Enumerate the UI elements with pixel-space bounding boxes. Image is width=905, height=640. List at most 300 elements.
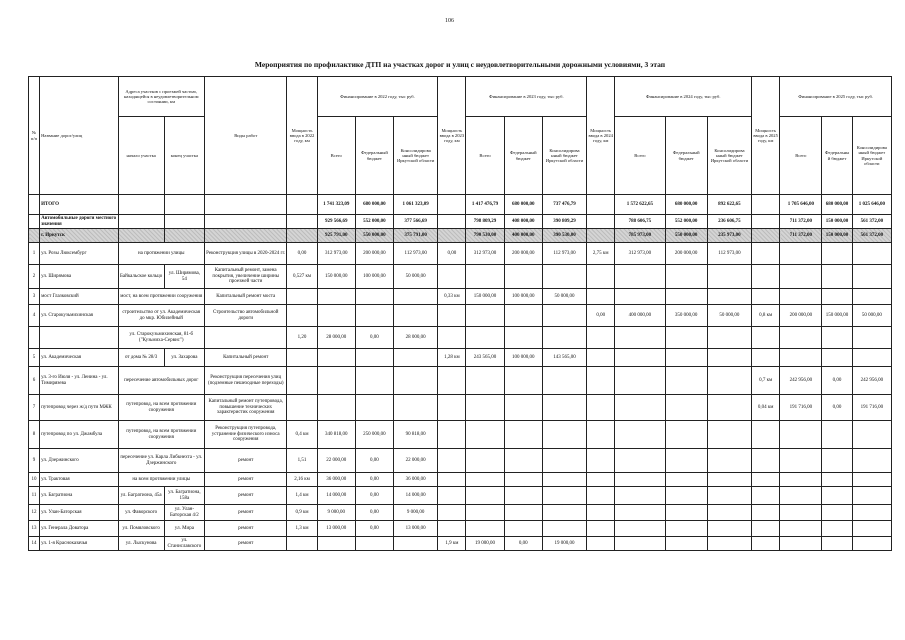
cell-federal	[665, 421, 707, 449]
cell-road-name: ул. Ширямова	[40, 265, 118, 289]
cell-consolidated	[707, 537, 751, 551]
cell-consolidated	[707, 473, 751, 487]
cell-total	[466, 395, 504, 421]
cell-num: 3	[29, 289, 40, 305]
cell-total	[780, 521, 822, 537]
cell-capacity	[438, 521, 466, 537]
cell-capacity	[587, 537, 615, 551]
cell-federal	[504, 395, 542, 421]
cell-total: 340 818,00	[317, 421, 355, 449]
cell-amount: 150 000,00	[822, 229, 852, 243]
cell-capacity	[438, 487, 466, 505]
cell-federal	[822, 449, 852, 473]
table-row	[29, 265, 892, 289]
cell-capacity	[287, 395, 317, 421]
cell-capacity: 0,00	[438, 243, 466, 265]
cell-consolidated	[542, 327, 586, 349]
cell-consolidated: 112 973,00	[542, 243, 586, 265]
cell-end: ул. Ширямова, 54	[164, 265, 204, 289]
cell-end: ул. Багратиона, 158а	[164, 487, 204, 505]
table-row	[29, 367, 892, 395]
cell-consolidated	[852, 289, 891, 305]
cell-road-name: ул. Трактовая	[40, 473, 118, 487]
cell-total	[780, 487, 822, 505]
cell-amount: 377 566,69	[394, 215, 438, 229]
cell-consolidated	[542, 367, 586, 395]
cell-federal	[665, 537, 707, 551]
cell-end: ул. Улан-Баторская 4/2	[164, 505, 204, 521]
header-consolidated: Консолидирова нный бюджет Иркутской области	[707, 117, 751, 195]
cell-consolidated: 22 000,00	[394, 449, 438, 473]
cell-capacity	[752, 265, 780, 289]
cell-federal	[822, 327, 852, 349]
cell-federal	[355, 367, 393, 395]
cell-road-name: мост Глазковский	[40, 289, 118, 305]
cell-federal: 200 000,00	[504, 243, 542, 265]
cell-amount: 790 530,00	[466, 229, 504, 243]
cell-start: путепровод, на всем протяжении сооружения	[118, 395, 204, 421]
cell-end: ул. Станиславского	[164, 537, 204, 551]
cell-road-name: ул. Розы Люксембург	[40, 243, 118, 265]
header-fin-2022: Финансирование в 2022 году, тыс руб.	[317, 77, 438, 117]
summary-row	[29, 195, 892, 215]
cell-capacity	[587, 327, 615, 349]
cell-federal	[665, 265, 707, 289]
cell-num: 12	[29, 505, 40, 521]
cell-total	[466, 487, 504, 505]
cell-consolidated	[852, 537, 891, 551]
cell-federal	[355, 395, 393, 421]
cell-consolidated	[542, 449, 586, 473]
cell-consolidated	[394, 367, 438, 395]
cell-total	[466, 305, 504, 327]
cell-capacity	[587, 473, 615, 487]
cell-consolidated: 50 000,00	[542, 289, 586, 305]
cell-total	[780, 243, 822, 265]
cell-total	[780, 449, 822, 473]
cell-capacity	[587, 349, 615, 367]
cell-consolidated: 14 000,00	[394, 487, 438, 505]
cell-amount: 550 000,00	[355, 229, 393, 243]
cell-total	[466, 327, 504, 349]
cell-federal	[822, 265, 852, 289]
cell-road-name: ул. Багратиона	[40, 487, 118, 505]
cell-capacity	[438, 215, 466, 229]
cell-total: 243 565,00	[466, 349, 504, 367]
cell-capacity: 1,51	[287, 449, 317, 473]
cell-federal	[504, 265, 542, 289]
cell-federal: 0,00	[355, 327, 393, 349]
cell-total: 400 000,00	[615, 305, 665, 327]
cell-capacity	[287, 305, 317, 327]
header-num: № п/п	[29, 77, 40, 195]
cell-road-name: г. Иркутск	[40, 229, 118, 243]
cell-road-name: ул. Дзержинского	[40, 449, 118, 473]
cell-amount: 150 000,00	[822, 215, 852, 229]
cell-amount: 1 741 323,09	[317, 195, 355, 215]
cell-total	[615, 449, 665, 473]
table-row	[29, 243, 892, 265]
cell-total	[780, 349, 822, 367]
cell-capacity	[287, 229, 317, 243]
cell-capacity	[438, 421, 466, 449]
cell-federal: 0,00	[504, 537, 542, 551]
header-capacity-2023: Мощность ввода в 2023 году, км	[438, 77, 466, 195]
cell-consolidated: 191 716,00	[852, 395, 891, 421]
cell-consolidated: 36 000,00	[394, 473, 438, 487]
cell-consolidated: 112 973,00	[707, 243, 751, 265]
cell-capacity	[587, 289, 615, 305]
cell-federal: 100 000,00	[504, 349, 542, 367]
cell-capacity	[752, 473, 780, 487]
cell-total	[317, 289, 355, 305]
cell-num: 1	[29, 243, 40, 265]
cell-amount: 236 606,75	[707, 215, 751, 229]
cell-start: пересечение ул. Карла Либкнехта - ул. Дзержинского	[118, 449, 204, 473]
cell-capacity	[438, 449, 466, 473]
cell-amount: 711 372,00	[780, 229, 822, 243]
cell-consolidated	[852, 505, 891, 521]
cell-consolidated: 9 000,00	[394, 505, 438, 521]
cell-total	[615, 289, 665, 305]
cell-total	[780, 289, 822, 305]
cell-end: ул. Захарова	[164, 349, 204, 367]
cell-consolidated: 13 000,00	[394, 521, 438, 537]
cell-start	[118, 215, 164, 229]
cell-federal	[504, 367, 542, 395]
cell-federal: 250 000,00	[355, 421, 393, 449]
cell-amount: 1 417 476,79	[466, 195, 504, 215]
cell-capacity	[438, 265, 466, 289]
cell-capacity	[752, 229, 780, 243]
cell-consolidated	[707, 367, 751, 395]
cell-capacity	[287, 289, 317, 305]
table-row	[29, 289, 892, 305]
cell-num: 13	[29, 521, 40, 537]
cell-amount: 235 973,00	[707, 229, 751, 243]
cell-consolidated	[542, 521, 586, 537]
cell-start: на протяжении улицы	[118, 243, 204, 265]
cell-federal: 0,00	[355, 521, 393, 537]
header-work-type: Виды работ	[204, 77, 286, 195]
header-federal: Федеральны й бюджет	[822, 117, 852, 195]
cell-work	[204, 215, 286, 229]
cell-num: 4	[29, 305, 40, 327]
cell-capacity	[287, 349, 317, 367]
cell-end: ул. Мира	[164, 521, 204, 537]
cell-amount: 929 566,69	[317, 215, 355, 229]
cell-start: строительство от ул. Академическая до мкр. Юбилейный	[118, 305, 204, 327]
cell-capacity	[752, 215, 780, 229]
cell-start: ул. Помяловского	[118, 521, 164, 537]
cell-federal	[665, 473, 707, 487]
cell-road-name: путепровод по ул. Джамбула	[40, 421, 118, 449]
cell-capacity: 0,00	[587, 305, 615, 327]
table-row	[29, 449, 892, 473]
cell-capacity	[752, 327, 780, 349]
cell-capacity	[752, 243, 780, 265]
cell-end	[164, 229, 204, 243]
cell-consolidated: 28 000,00	[394, 327, 438, 349]
cell-start: ул. Багратиона, 45а	[118, 487, 164, 505]
cell-capacity	[752, 505, 780, 521]
header-federal: Федеральный бюджет	[355, 117, 393, 195]
cell-start: на всем протяжении улицы	[118, 473, 204, 487]
header-capacity-2024: Мощность ввода в 2024 году, км	[587, 77, 615, 195]
cell-start: Байкальское кольцо	[118, 265, 164, 289]
cell-federal	[822, 289, 852, 305]
cell-amount: 1 705 646,00	[780, 195, 822, 215]
cell-capacity: 0,4 км	[287, 421, 317, 449]
cell-federal	[355, 349, 393, 367]
cell-capacity: 1,20	[287, 327, 317, 349]
cell-federal	[665, 521, 707, 537]
cell-amount: 390 530,00	[542, 229, 586, 243]
cell-start: путепровод, на всем протяжении сооружения	[118, 421, 204, 449]
header-total: Всего	[466, 117, 504, 195]
cell-total: 13 000,00	[317, 521, 355, 537]
cell-num: 6	[29, 367, 40, 395]
cell-capacity	[587, 229, 615, 243]
cell-total	[317, 305, 355, 327]
header-consolidated: Консолидирова нный бюджет Иркутской области	[542, 117, 586, 195]
table-row	[29, 421, 892, 449]
cell-work: Капитальный ремонт путепровода, повышение технических характеристик сооружения	[204, 395, 286, 421]
cell-total	[615, 349, 665, 367]
cell-consolidated	[542, 487, 586, 505]
cell-start: мост, на всем протяжении сооружения	[118, 289, 204, 305]
cell-federal	[665, 327, 707, 349]
cell-capacity	[587, 395, 615, 421]
cell-capacity	[752, 349, 780, 367]
header-total: Всего	[780, 117, 822, 195]
cell-capacity	[752, 449, 780, 473]
table-row	[29, 327, 892, 349]
header-capacity-2022: Мощность ввода в 2022 году, км	[287, 77, 317, 195]
cell-total: 150 000,00	[317, 265, 355, 289]
cell-work: ремонт	[204, 537, 286, 551]
cell-capacity	[587, 421, 615, 449]
cell-consolidated	[852, 487, 891, 505]
cell-capacity	[587, 367, 615, 395]
cell-total	[615, 265, 665, 289]
cell-federal: 200 000,00	[355, 243, 393, 265]
cell-total	[615, 395, 665, 421]
cell-amount: 375 791,00	[394, 229, 438, 243]
cell-work: Реконструкция пересечения улиц (подземные пешеходные переходы)	[204, 367, 286, 395]
header-consolidated: Консолидирова нный бюджет Иркутской области	[852, 117, 891, 195]
cell-capacity	[587, 487, 615, 505]
cell-amount: 680 000,00	[504, 195, 542, 215]
cell-consolidated: 90 818,00	[394, 421, 438, 449]
cell-total	[780, 265, 822, 289]
cell-total	[615, 473, 665, 487]
cell-total	[466, 505, 504, 521]
cell-total: 36 000,00	[317, 473, 355, 487]
header-address-group: Адреса участков с проезжей частью, находящейся в неудовлетворительном состоянии, км	[118, 77, 204, 117]
cell-federal: 100 000,00	[355, 265, 393, 289]
cell-road-name: ул. Академическая	[40, 349, 118, 367]
cell-work: ремонт	[204, 505, 286, 521]
cell-federal	[504, 449, 542, 473]
cell-capacity: 1,9 км	[438, 537, 466, 551]
cell-num: 8	[29, 421, 40, 449]
cell-work	[204, 327, 286, 349]
header-fin-2024: Финансирование в 2024 году, тыс руб.	[615, 77, 752, 117]
cell-federal	[822, 421, 852, 449]
cell-capacity: 0,33 км	[438, 289, 466, 305]
cell-federal	[822, 521, 852, 537]
cell-num: 7	[29, 395, 40, 421]
cell-capacity: 0,00	[287, 243, 317, 265]
cell-work: Капитальный ремонт, замена покрытия, увеличение ширины проезжей части	[204, 265, 286, 289]
cell-total: 14 000,00	[317, 487, 355, 505]
cell-total: 242 956,00	[780, 367, 822, 395]
cell-start	[118, 195, 164, 215]
cell-consolidated	[707, 327, 751, 349]
cell-start: от дома № 28/3	[118, 349, 164, 367]
cell-consolidated	[394, 289, 438, 305]
cell-federal: 0,00	[822, 367, 852, 395]
cell-num	[29, 327, 40, 349]
cell-federal	[504, 327, 542, 349]
summary-row	[29, 215, 892, 229]
cell-consolidated	[707, 289, 751, 305]
cell-capacity: 1,4 км	[287, 487, 317, 505]
cell-num	[29, 229, 40, 243]
cell-total	[615, 537, 665, 551]
cell-amount: 561 372,00	[852, 215, 891, 229]
cell-total	[615, 421, 665, 449]
cell-amount: 737 476,79	[542, 195, 586, 215]
cell-total	[317, 395, 355, 421]
cell-federal: 350 000,00	[665, 305, 707, 327]
cell-total: 19 000,00	[466, 537, 504, 551]
cell-federal	[355, 289, 393, 305]
cell-federal	[504, 505, 542, 521]
header-total: Всего	[615, 117, 665, 195]
summary-row	[29, 229, 892, 243]
cell-federal: 0,00	[355, 449, 393, 473]
cell-work: ремонт	[204, 487, 286, 505]
cell-capacity: 1,3 км	[287, 521, 317, 537]
cell-total	[317, 367, 355, 395]
cell-consolidated	[707, 421, 751, 449]
cell-total	[466, 421, 504, 449]
header-consolidated: Консолидирова нный бюджет Иркутской области	[394, 117, 438, 195]
table-row	[29, 487, 892, 505]
cell-total: 9 000,00	[317, 505, 355, 521]
cell-amount: 892 622,65	[707, 195, 751, 215]
cell-total	[317, 537, 355, 551]
table-row	[29, 395, 892, 421]
cell-total	[780, 537, 822, 551]
cell-capacity: 0,04 км	[752, 395, 780, 421]
table-row	[29, 473, 892, 487]
header-federal: Федеральный бюджет	[665, 117, 707, 195]
cell-amount: 798 809,29	[466, 215, 504, 229]
cell-amount: 1 572 622,65	[615, 195, 665, 215]
cell-total	[780, 505, 822, 521]
cell-total	[466, 449, 504, 473]
cell-federal: 0,00	[355, 473, 393, 487]
cell-capacity	[587, 505, 615, 521]
cell-total: 28 000,00	[317, 327, 355, 349]
cell-total: 150 000,00	[466, 289, 504, 305]
cell-work: ремонт	[204, 521, 286, 537]
cell-start	[118, 229, 164, 243]
cell-consolidated	[707, 505, 751, 521]
cell-capacity	[438, 229, 466, 243]
cell-federal	[504, 521, 542, 537]
cell-capacity	[587, 265, 615, 289]
cell-federal	[665, 449, 707, 473]
cell-consolidated	[852, 473, 891, 487]
cell-federal: 150 000,00	[822, 305, 852, 327]
cell-federal	[504, 473, 542, 487]
cell-num: 11	[29, 487, 40, 505]
cell-consolidated	[542, 473, 586, 487]
header-fin-2023: Финансирование в 2023 году, тыс руб.	[466, 77, 587, 117]
cell-consolidated	[852, 265, 891, 289]
cell-total: 312 973,00	[317, 243, 355, 265]
cell-capacity	[587, 449, 615, 473]
table-row	[29, 505, 892, 521]
cell-road-name: ИТОГО	[40, 195, 118, 215]
cell-total: 22 000,00	[317, 449, 355, 473]
cell-federal	[665, 487, 707, 505]
cell-total: 200 000,00	[780, 305, 822, 327]
cell-total: 312 973,00	[466, 243, 504, 265]
cell-amount: 680 000,00	[665, 195, 707, 215]
cell-total	[780, 473, 822, 487]
cell-capacity	[438, 195, 466, 215]
cell-total	[615, 505, 665, 521]
cell-federal	[822, 349, 852, 367]
cell-end	[164, 215, 204, 229]
cell-amount: 408 000,00	[504, 215, 542, 229]
cell-consolidated	[707, 265, 751, 289]
cell-num: 14	[29, 537, 40, 551]
header-start: начало участка	[118, 117, 164, 195]
cell-amount: 785 973,00	[615, 229, 665, 243]
cell-num: 5	[29, 349, 40, 367]
cell-federal	[822, 473, 852, 487]
cell-total	[466, 367, 504, 395]
cell-federal	[665, 349, 707, 367]
cell-total	[317, 349, 355, 367]
cell-federal: 0,00	[822, 395, 852, 421]
table-row	[29, 305, 892, 327]
cell-federal: 100 000,00	[504, 289, 542, 305]
cell-capacity: 0,8 км	[752, 305, 780, 327]
table-row	[29, 349, 892, 367]
cell-num: 2	[29, 265, 40, 289]
cell-capacity	[438, 305, 466, 327]
cell-road-name: ул. 3-го Июля - ул. Ленина - ул. Тимирязева	[40, 367, 118, 395]
cell-total	[615, 327, 665, 349]
cell-consolidated	[852, 349, 891, 367]
cell-amount: 552 000,00	[665, 215, 707, 229]
cell-total	[466, 521, 504, 537]
cell-total	[780, 421, 822, 449]
cell-consolidated	[394, 349, 438, 367]
cell-federal	[822, 243, 852, 265]
header-fin-2025: Финансирование в 2025 году, тыс руб.	[780, 77, 892, 117]
cell-federal	[822, 487, 852, 505]
cell-work	[204, 229, 286, 243]
cell-capacity: 0,9 км	[287, 505, 317, 521]
